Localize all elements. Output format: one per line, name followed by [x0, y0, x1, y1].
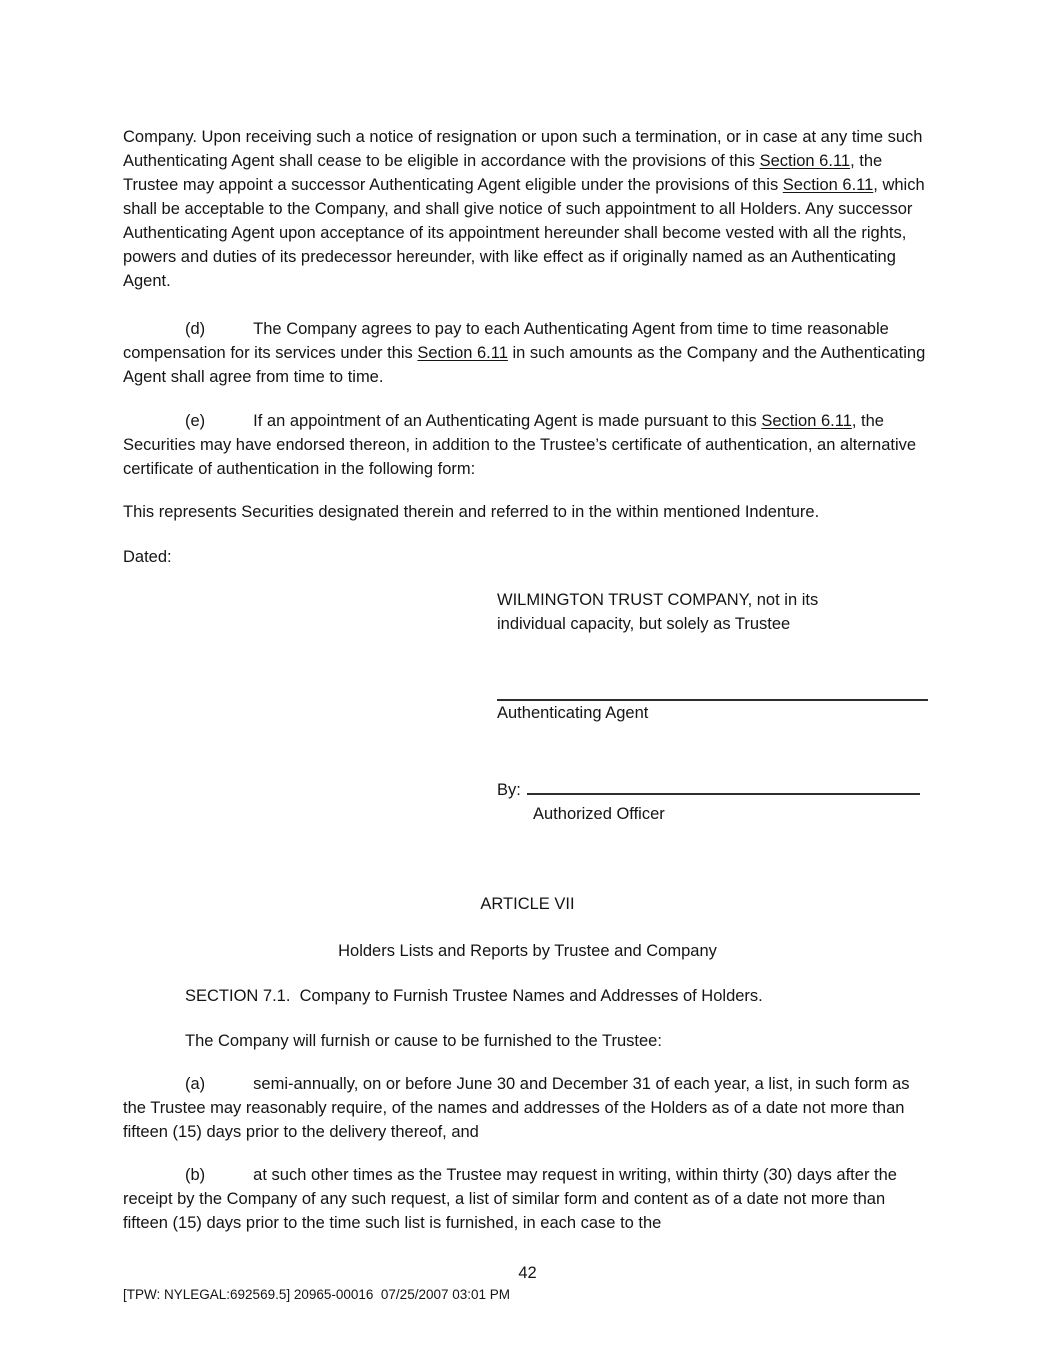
- paragraph-agent-succession: [123, 125, 932, 293]
- by-signature-row: [497, 778, 932, 802]
- paragraph-d-text: [123, 320, 925, 386]
- certificate-representation-text: This represents Securities designated therein and referred to in the within mentioned Indenture.: [123, 503, 820, 521]
- text-segment: in such amounts as the Company and the Authenticating Agent shall agree from time to time.: [123, 344, 926, 386]
- section-reference-underlined: Section 6.11: [782, 176, 874, 194]
- section-reference-underlined: Section 6.11: [417, 344, 508, 362]
- section-reference-underlined: Section 6.11: [761, 412, 852, 430]
- paragraph-e-text: [123, 412, 916, 478]
- text-segment: at such other times as the Trustee may request in writing, within thirty (30) days after the receipt by the Company of any such request, a list of similar form and content as of a date not more than fifteen (15) days prior to the time such list is furnished, in each case to the: [123, 1166, 897, 1232]
- paragraph-a: [123, 1072, 932, 1144]
- page-number: 42: [518, 1264, 537, 1282]
- article-vii-subtitle: Holders Lists and Reports by Trustee and Company: [338, 942, 717, 960]
- text-segment: , which shall be acceptable to the Company, and shall give notice of such appointment to all Holders. Any successor Authenticating Agent upon acceptance of its appointment hereunder shall become vested with all the rights, powers and duties of its predecessor hereunder, with like effect as if originally named as an Authenticating Agent.: [123, 176, 925, 290]
- paragraph-b-label: (b): [185, 1166, 206, 1184]
- text-segment: If an appointment of an Authenticating Agent is made pursuant to this: [253, 412, 762, 430]
- text-segment: semi-annually, on or before June 30 and December 31 of each year, a list, in such form as the Trustee may reasonably require, of the names and addresses of the Holders as of a date not more than fifteen (15) days prior to the delivery thereof, and: [123, 1075, 910, 1141]
- text-segment: The Company agrees to pay to each Authenticating Agent from time to time reasonable compensation for its services under this: [123, 320, 889, 362]
- paragraph-d-label: (d): [185, 320, 206, 338]
- text-segment: , the Securities may have endorsed thereon, in addition to the Trustee’s certificate of authentication, an alternative certificate of authentication in the following form:: [123, 412, 917, 478]
- paragraph-a-text: [123, 1075, 910, 1141]
- authorized-officer-label: Authorized Officer: [533, 805, 665, 823]
- paragraph-b: [123, 1163, 932, 1235]
- section-reference-underlined: Section 6.11: [759, 152, 851, 170]
- text-segment: , the Trustee may appoint a successor Authenticating Agent eligible under the provisions of this: [123, 152, 883, 194]
- by-signature-line: [527, 778, 920, 795]
- dated-label: Dated:: [123, 548, 172, 566]
- paragraph-a-label: (a): [185, 1075, 206, 1093]
- paragraph-b-text: [123, 1166, 897, 1232]
- trustee-company-name: WILMINGTON TRUST COMPANY, not in its: [497, 591, 819, 609]
- footer-document-id: [TPW: NYLEGAL:692569.5] 20965-00016 07/25/2007 03:01 PM: [123, 1287, 511, 1302]
- text-segment: Company. Upon receiving such a notice of resignation or upon such a termination, or in case at any time such Authenticating Agent shall cease to be eligible in accordance with the provisions of this: [123, 128, 923, 170]
- section-7-1-intro: The Company will furnish or cause to be furnished to the Trustee:: [185, 1032, 662, 1050]
- paragraph-d: [123, 317, 932, 389]
- signature-block: [497, 588, 932, 826]
- paragraph-e: [123, 409, 932, 481]
- by-label: By:: [497, 781, 521, 799]
- authenticating-agent-label: Authenticating Agent: [497, 704, 649, 722]
- section-7-1-heading: SECTION 7.1. Company to Furnish Trustee Names and Addresses of Holders.: [185, 987, 763, 1005]
- trustee-capacity-line: individual capacity, but solely as Trustee: [497, 615, 791, 633]
- article-vii-title: ARTICLE VII: [480, 895, 575, 913]
- paragraph-e-label: (e): [185, 412, 206, 430]
